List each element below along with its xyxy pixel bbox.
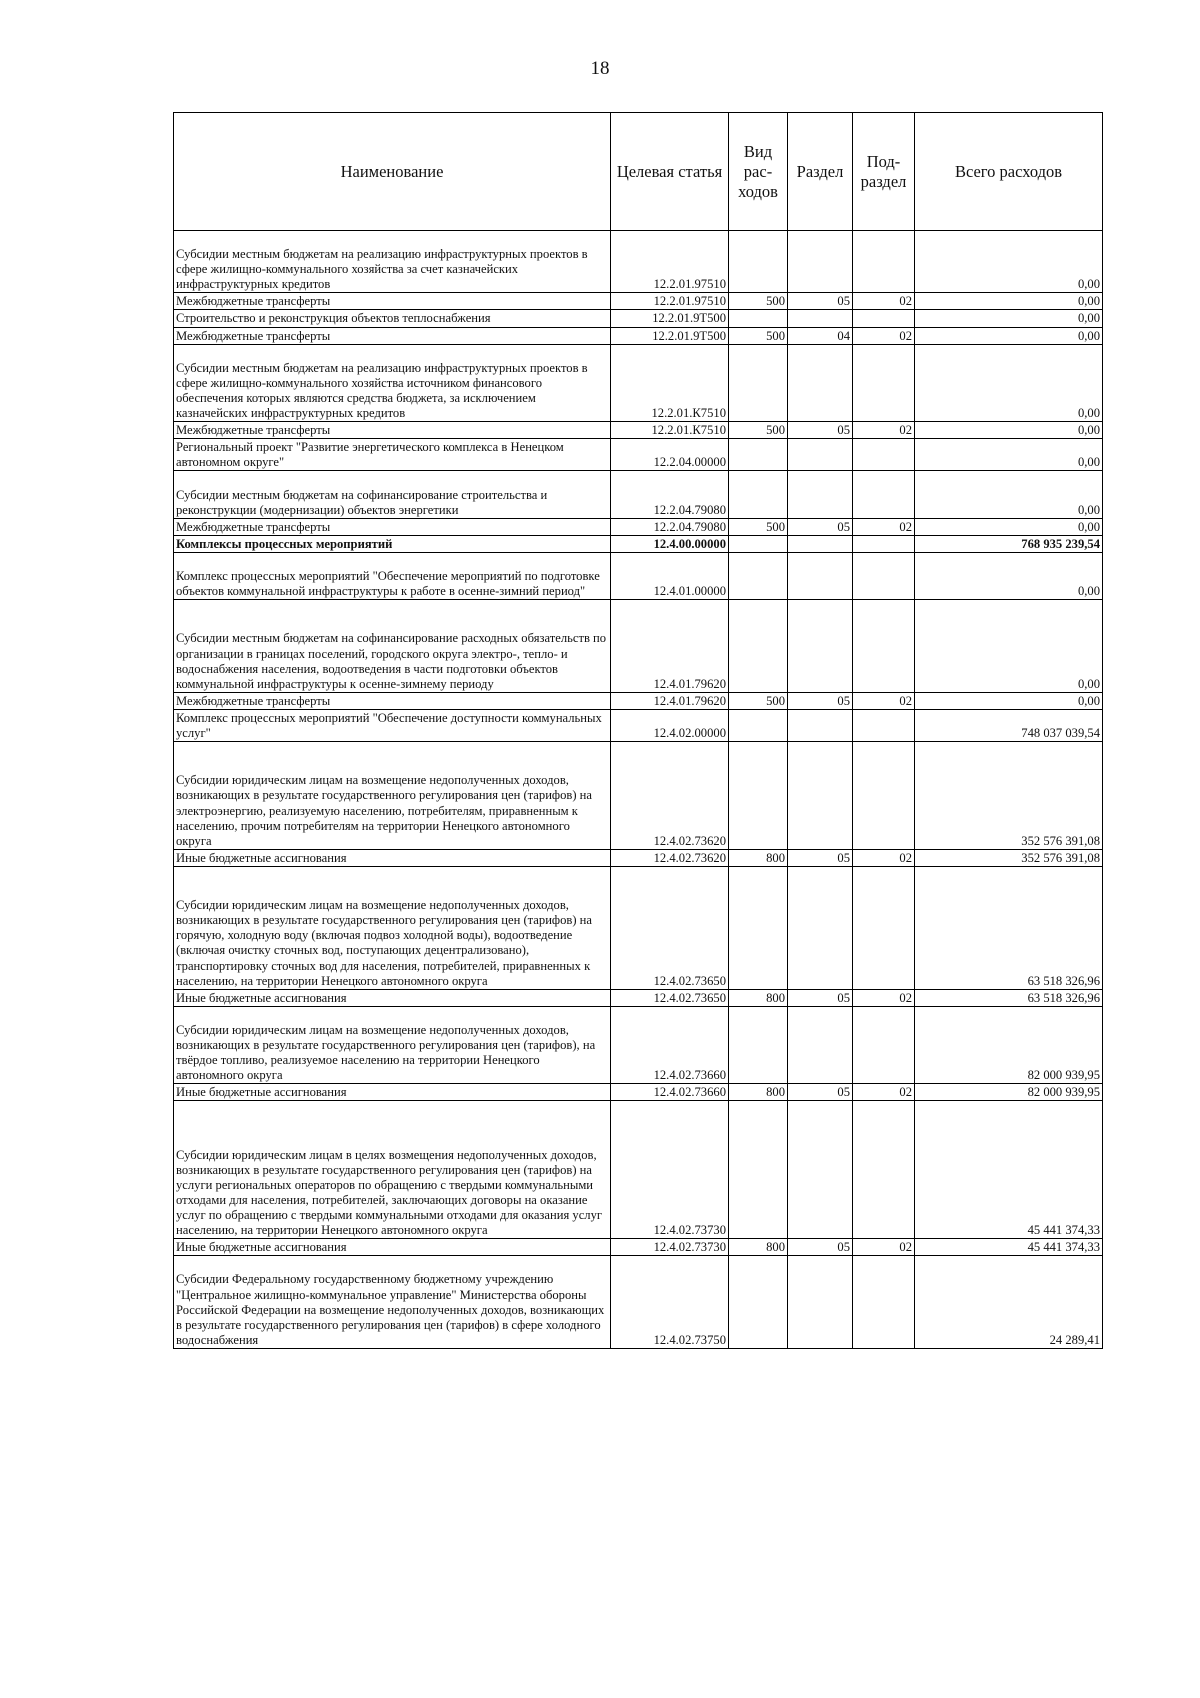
cell-target: 12.2.01.К7510: [611, 344, 729, 422]
cell-subsection: [853, 471, 915, 518]
cell-total: 748 037 039,54: [915, 709, 1103, 741]
table-row: [174, 439, 1103, 471]
cell-name: Субсидии местным бюджетам на софинансирование расходных обязательств по организации в границах поселений, городского округа электро-, тепло- и водоснабжения населения, водоотведения в части подготовки объектов коммунальной инфраструктуры к осенне-зимнему периоду: [174, 600, 611, 693]
table-row: [174, 866, 1103, 989]
cell-target: 12.4.02.73620: [611, 742, 729, 850]
cell-type: 500: [729, 293, 788, 310]
cell-subsection: [853, 439, 915, 471]
cell-type: [729, 310, 788, 327]
cell-section: [788, 1256, 853, 1349]
cell-type: [729, 709, 788, 741]
cell-name: Субсидии местным бюджетам на софинансирование строительства и реконструкции (модернизации) объектов энергетики: [174, 471, 611, 518]
cell-total: 0,00: [915, 327, 1103, 344]
cell-subsection: 02: [853, 293, 915, 310]
cell-total: 63 518 326,96: [915, 866, 1103, 989]
cell-subsection: 02: [853, 989, 915, 1006]
table-row: [174, 535, 1103, 552]
table-row: [174, 709, 1103, 741]
cell-section: 05: [788, 849, 853, 866]
cell-type: 800: [729, 989, 788, 1006]
cell-name: Иные бюджетные ассигнования: [174, 1239, 611, 1256]
cell-target: 12.2.01.97510: [611, 231, 729, 293]
table-row: [174, 231, 1103, 293]
cell-total: 24 289,41: [915, 1256, 1103, 1349]
cell-type: 500: [729, 518, 788, 535]
cell-section: [788, 471, 853, 518]
table-row: [174, 310, 1103, 327]
cell-target: 12.4.01.00000: [611, 552, 729, 599]
cell-section: 05: [788, 692, 853, 709]
cell-type: [729, 471, 788, 518]
cell-subsection: [853, 866, 915, 989]
cell-total: 0,00: [915, 439, 1103, 471]
header-target: Целевая статья: [611, 113, 729, 231]
table-row: [174, 989, 1103, 1006]
header-type: Вид рас- ходов: [729, 113, 788, 231]
cell-type: [729, 535, 788, 552]
cell-subsection: [853, 231, 915, 293]
cell-section: 05: [788, 518, 853, 535]
cell-target: 12.4.02.73660: [611, 1006, 729, 1084]
cell-name: Субсидии местным бюджетам на реализацию инфраструктурных проектов в сфере жилищно-коммунального хозяйства за счет казначейских инфраструктурных кредитов: [174, 231, 611, 293]
cell-type: [729, 1101, 788, 1239]
cell-target: 12.4.02.73730: [611, 1101, 729, 1239]
table-row: [174, 1084, 1103, 1101]
table-row: [174, 344, 1103, 422]
cell-name: Комплекс процессных мероприятий "Обеспечение доступности коммунальных услуг": [174, 709, 611, 741]
cell-name: Межбюджетные трансферты: [174, 518, 611, 535]
cell-target: 12.2.04.00000: [611, 439, 729, 471]
cell-name: Субсидии юридическим лицам на возмещение недополученных доходов, возникающих в результате государственного регулирования цен (тарифов) на электроэнергию, реализуемую населению, потребителям, приравненным к населению, прочим потребителям на территории Ненецкого автономного округа: [174, 742, 611, 850]
cell-name: Субсидии юридическим лицам на возмещение недополученных доходов, возникающих в результате государственного регулирования цен (тарифов) на горячую, холодную воду (включая подвоз холодной воды), водоотведение (включая очистку сточных вод, поступающих децентрализовано), транспортировку сточных вод для населения, потребителей, приравненных к населению, на территории Ненецкого автономного округа: [174, 866, 611, 989]
cell-target: 12.4.01.79620: [611, 600, 729, 693]
cell-target: 12.2.01.9Т500: [611, 310, 729, 327]
table-body: [174, 231, 1103, 1349]
cell-total: 0,00: [915, 552, 1103, 599]
table-row: [174, 1006, 1103, 1084]
cell-total: 352 576 391,08: [915, 742, 1103, 850]
table-row: [174, 600, 1103, 693]
cell-subsection: 02: [853, 692, 915, 709]
cell-name: Комплекс процессных мероприятий "Обеспечение мероприятий по подготовке объектов коммунальной инфраструктуры к работе в осенне-зимний период": [174, 552, 611, 599]
cell-section: [788, 1101, 853, 1239]
cell-subsection: [853, 344, 915, 422]
cell-section: [788, 310, 853, 327]
cell-section: 05: [788, 1239, 853, 1256]
cell-total: 768 935 239,54: [915, 535, 1103, 552]
cell-target: 12.4.02.73650: [611, 989, 729, 1006]
cell-subsection: [853, 310, 915, 327]
cell-name: Иные бюджетные ассигнования: [174, 849, 611, 866]
cell-total: 0,00: [915, 471, 1103, 518]
cell-total: 0,00: [915, 310, 1103, 327]
cell-total: 0,00: [915, 600, 1103, 693]
cell-subsection: 02: [853, 849, 915, 866]
cell-section: [788, 1006, 853, 1084]
cell-section: [788, 742, 853, 850]
table-row: [174, 1256, 1103, 1349]
header-section: Раздел: [788, 113, 853, 231]
cell-section: [788, 344, 853, 422]
cell-type: [729, 552, 788, 599]
cell-name: Межбюджетные трансферты: [174, 692, 611, 709]
cell-name: Субсидии местным бюджетам на реализацию инфраструктурных проектов в сфере жилищно-коммунального хозяйства источником финансового обеспечения которых являются средства бюджета, за исключением казначейских инфраструктурных кредитов: [174, 344, 611, 422]
cell-type: [729, 1256, 788, 1349]
cell-section: [788, 552, 853, 599]
cell-section: [788, 600, 853, 693]
cell-total: 63 518 326,96: [915, 989, 1103, 1006]
table-row: [174, 327, 1103, 344]
cell-subsection: [853, 600, 915, 693]
cell-total: 0,00: [915, 692, 1103, 709]
cell-total: 0,00: [915, 344, 1103, 422]
cell-target: 12.2.04.79080: [611, 518, 729, 535]
cell-name: Строительство и реконструкция объектов теплоснабжения: [174, 310, 611, 327]
table-header-row: [174, 113, 1103, 231]
cell-name: Межбюджетные трансферты: [174, 422, 611, 439]
cell-target: 12.4.02.73660: [611, 1084, 729, 1101]
cell-type: [729, 600, 788, 693]
header-subsection: Под- раздел: [853, 113, 915, 231]
table-row: [174, 422, 1103, 439]
table-row: [174, 552, 1103, 599]
table-row: [174, 293, 1103, 310]
table-row: [174, 1101, 1103, 1239]
cell-target: 12.4.02.73620: [611, 849, 729, 866]
table-row: [174, 471, 1103, 518]
cell-type: [729, 1006, 788, 1084]
cell-section: [788, 535, 853, 552]
cell-subsection: 02: [853, 327, 915, 344]
cell-subsection: 02: [853, 518, 915, 535]
cell-total: 352 576 391,08: [915, 849, 1103, 866]
cell-total: 45 441 374,33: [915, 1239, 1103, 1256]
budget-table: [173, 112, 1103, 1349]
cell-subsection: [853, 1256, 915, 1349]
header-name: Наименование: [174, 113, 611, 231]
cell-type: [729, 742, 788, 850]
cell-subsection: [853, 1101, 915, 1239]
cell-section: 05: [788, 1084, 853, 1101]
cell-subsection: 02: [853, 422, 915, 439]
cell-type: 500: [729, 327, 788, 344]
cell-name: Межбюджетные трансферты: [174, 293, 611, 310]
cell-target: 12.2.04.79080: [611, 471, 729, 518]
cell-total: 82 000 939,95: [915, 1084, 1103, 1101]
cell-name: Иные бюджетные ассигнования: [174, 1084, 611, 1101]
page-number: 18: [590, 58, 610, 79]
cell-subsection: [853, 552, 915, 599]
cell-subsection: [853, 709, 915, 741]
cell-type: 800: [729, 1239, 788, 1256]
cell-type: 800: [729, 849, 788, 866]
cell-type: [729, 439, 788, 471]
cell-type: 800: [729, 1084, 788, 1101]
cell-target: 12.4.00.00000: [611, 535, 729, 552]
cell-total: 45 441 374,33: [915, 1101, 1103, 1239]
cell-section: 04: [788, 327, 853, 344]
cell-section: 05: [788, 422, 853, 439]
cell-target: 12.4.02.73750: [611, 1256, 729, 1349]
cell-section: 05: [788, 989, 853, 1006]
cell-subsection: 02: [853, 1084, 915, 1101]
cell-target: 12.2.01.9Т500: [611, 327, 729, 344]
cell-section: 05: [788, 293, 853, 310]
cell-target: 12.4.02.73730: [611, 1239, 729, 1256]
cell-name: Региональный проект "Развитие энергетического комплекса в Ненецком автономном округе": [174, 439, 611, 471]
cell-total: 82 000 939,95: [915, 1006, 1103, 1084]
cell-name: Субсидии юридическим лицам в целях возмещения недополученных доходов, возникающих в результате государственного регулирования цен (тарифов) на услуги региональных операторов по обращению с твердыми коммунальными отходами для населения, потребителей, заключающих договоры на оказание услуг по обращению с твердыми коммунальными отходами для оказания услуг населению, на территории Ненецкого автономного округа: [174, 1101, 611, 1239]
cell-name: Межбюджетные трансферты: [174, 327, 611, 344]
cell-name: Субсидии Федеральному государственному бюджетному учреждению "Центральное жилищно-коммунальное управление" Министерства обороны Российской Федерации на возмещение недополученных доходов, возникающих в результате государственного регулирования цен (тарифов) в сфере холодного водоснабжения: [174, 1256, 611, 1349]
cell-section: [788, 866, 853, 989]
cell-total: 0,00: [915, 231, 1103, 293]
cell-subsection: [853, 535, 915, 552]
table-row: [174, 849, 1103, 866]
cell-total: 0,00: [915, 293, 1103, 310]
table-row: [174, 518, 1103, 535]
cell-section: [788, 231, 853, 293]
cell-section: [788, 439, 853, 471]
cell-total: 0,00: [915, 422, 1103, 439]
cell-name: Субсидии юридическим лицам на возмещение недополученных доходов, возникающих в результате государственного регулирования цен (тарифов), на твёрдое топливо, реализуемое населению на территории Ненецкого автономного округа: [174, 1006, 611, 1084]
cell-type: 500: [729, 422, 788, 439]
cell-type: [729, 866, 788, 989]
table-row: [174, 692, 1103, 709]
cell-target: 12.4.02.73650: [611, 866, 729, 989]
cell-name: Комплексы процессных мероприятий: [174, 535, 611, 552]
cell-name: Иные бюджетные ассигнования: [174, 989, 611, 1006]
cell-subsection: [853, 1006, 915, 1084]
cell-subsection: [853, 742, 915, 850]
cell-total: 0,00: [915, 518, 1103, 535]
cell-type: [729, 344, 788, 422]
cell-subsection: 02: [853, 1239, 915, 1256]
table-row: [174, 1239, 1103, 1256]
cell-type: [729, 231, 788, 293]
table-row: [174, 742, 1103, 850]
cell-target: 12.4.01.79620: [611, 692, 729, 709]
cell-target: 12.2.01.К7510: [611, 422, 729, 439]
header-total: Всего расходов: [915, 113, 1103, 231]
cell-target: 12.4.02.00000: [611, 709, 729, 741]
cell-section: [788, 709, 853, 741]
cell-target: 12.2.01.97510: [611, 293, 729, 310]
cell-type: 500: [729, 692, 788, 709]
